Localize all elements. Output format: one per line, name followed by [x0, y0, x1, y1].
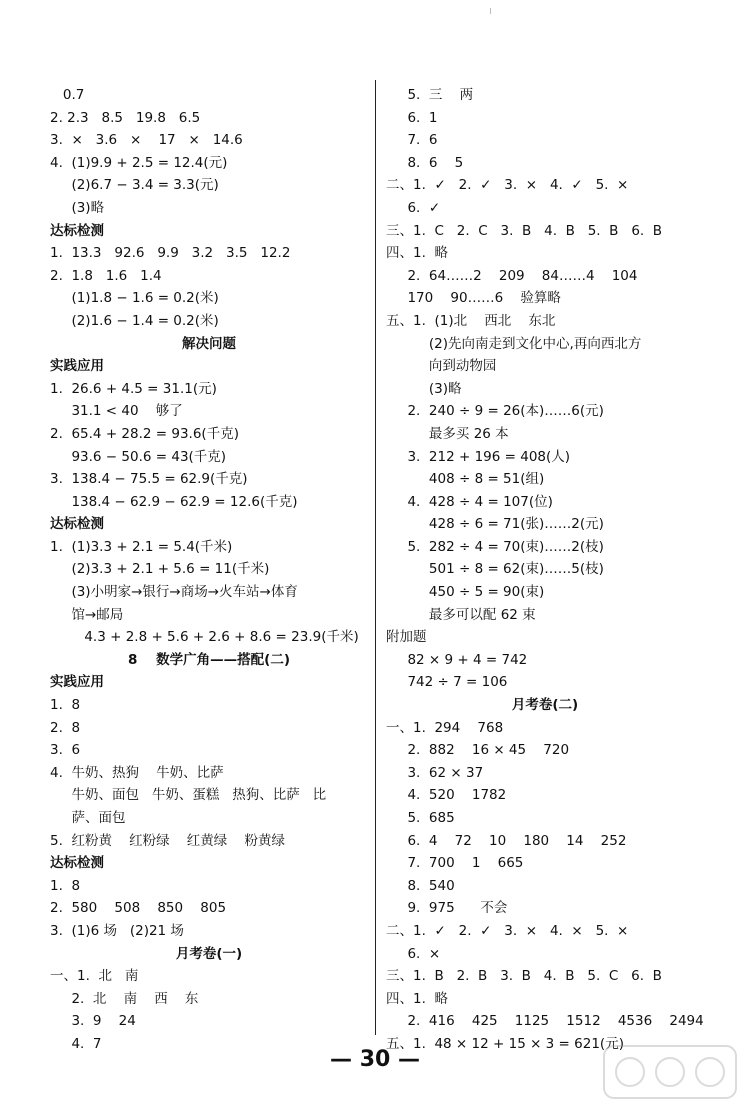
- answer-line: 牛奶、面包 牛奶、蛋糕 热狗、比萨 比: [50, 787, 327, 804]
- right-column: [386, 84, 704, 1056]
- answer-line: 三、1. B 2. B 3. B 4. B 5. C 6. B: [386, 968, 662, 985]
- answer-line: 最多买 26 本: [386, 425, 509, 442]
- answer-line: 93.6 − 50.6 = 43(千克): [50, 448, 227, 465]
- answer-line: 2. 65.4 + 28.2 = 93.6(千克): [50, 425, 239, 442]
- answer-line: 3. 212 + 196 = 408(人): [386, 448, 571, 465]
- page-number: — 30 —: [330, 1047, 420, 1072]
- answer-line: 3. 6: [50, 742, 81, 759]
- answer-line: 5. 三 两: [386, 87, 474, 103]
- answer-line: 1. 8: [50, 877, 81, 894]
- answer-line: 170 90……6 验算略: [386, 290, 561, 307]
- answer-line: (3)略: [50, 199, 105, 216]
- answer-line: 萨、面包: [50, 810, 126, 826]
- answer-line: 四、1. 略: [386, 990, 448, 1007]
- answer-line: 428 ÷ 6 = 71(张)……2(元): [386, 516, 604, 533]
- answer-line: 0.7: [50, 87, 85, 103]
- answer-line: 4.3 + 2.8 + 5.6 + 2.6 + 8.6 = 23.9(千米): [50, 629, 359, 646]
- answer-line: 1. 13.3 92.6 9.9 3.2 3.5 12.2: [50, 245, 291, 262]
- answer-line: 五、1. (1)北 西北 东北: [386, 312, 556, 329]
- section-heading: 月考卷(一): [175, 945, 243, 962]
- answer-line: 6. 1: [386, 109, 438, 126]
- answer-line: 馆→邮局: [50, 606, 124, 623]
- section-heading: 8 数学广角——搭配(二): [127, 651, 291, 668]
- answer-line: (2)1.6 − 1.4 = 0.2(米): [50, 312, 219, 329]
- answer-line: 742 ÷ 7 = 106: [386, 674, 508, 691]
- answer-line: (2)3.3 + 2.1 + 5.6 = 11(千米): [50, 561, 270, 578]
- answer-line: 82 × 9 + 4 = 742: [386, 651, 528, 668]
- answer-line: 向到动物园: [386, 358, 497, 375]
- answer-line: 4. 牛奶、热狗 牛奶、比萨: [50, 764, 224, 781]
- section-heading: 达标检测: [50, 855, 104, 872]
- section-heading: 月考卷(二): [511, 697, 579, 714]
- answer-line: 一、1. 294 768: [386, 719, 504, 736]
- answer-line: 五、1. 48 × 12 + 15 × 3 = 621(元): [386, 1035, 624, 1052]
- answer-line: (1)1.8 − 1.6 = 0.2(米): [50, 290, 219, 307]
- section-heading: 解决问题: [182, 335, 236, 352]
- answer-line: 三、1. C 2. C 3. B 4. B 5. B 6. B: [386, 222, 663, 239]
- answer-line: 408 ÷ 8 = 51(组): [386, 471, 545, 488]
- answer-line: 4. (1)9.9 + 2.5 = 12.4(元): [50, 154, 228, 171]
- answer-line: 138.4 − 62.9 − 62.9 = 12.6(千克): [50, 493, 298, 510]
- answer-line: 二、1. ✓ 2. ✓ 3. × 4. ✓ 5. ×: [386, 177, 629, 194]
- answer-line: (2)6.7 − 3.4 = 3.3(元): [50, 177, 219, 194]
- section-heading: 达标检测: [50, 516, 104, 533]
- answer-line: 5. 红粉黄 红粉绿 红黄绿 粉黄绿: [50, 832, 285, 849]
- answer-line: 2. 64……2 209 84……4 104: [386, 267, 638, 284]
- answer-line: 1. (1)3.3 + 2.1 = 5.4(千米): [50, 538, 233, 555]
- answer-line: (3)略: [386, 380, 462, 397]
- answer-line: 501 ÷ 8 = 62(束)……5(枝): [386, 561, 604, 578]
- answer-line: 2. 1.8 1.6 1.4: [50, 267, 162, 284]
- section-heading: 达标检测: [50, 222, 104, 239]
- answer-line: 3. 62 × 37: [386, 764, 484, 781]
- answer-line: 6. 4 72 10 180 14 252: [386, 832, 627, 849]
- answer-line: 3. (1)6 场 (2)21 场: [50, 922, 184, 939]
- answer-line: 3. × 3.6 × 17 × 14.6: [50, 132, 243, 149]
- section-heading: 实践应用: [50, 358, 104, 375]
- answer-line: 2. 240 ÷ 9 = 26(本)……6(元): [386, 403, 604, 420]
- answer-line: 最多可以配 62 束: [386, 606, 536, 623]
- answer-line: 6. ×: [386, 945, 441, 962]
- answer-line: 2. 416 425 1125 1512 4536 2494: [386, 1013, 704, 1030]
- left-column: [50, 84, 368, 1056]
- answer-line: 四、1. 略: [386, 245, 448, 262]
- crop-mark: [490, 8, 491, 14]
- answer-line: 6. ✓: [386, 199, 441, 216]
- answer-line: 31.1 < 40 够了: [50, 403, 183, 420]
- answer-line: 附加题: [386, 629, 427, 646]
- answer-line: 9. 975 不会: [386, 900, 508, 917]
- answer-line: (2)先向南走到文化中心,再向西北方: [386, 335, 642, 352]
- answer-line: 5. 282 ÷ 4 = 70(束)……2(枝): [386, 538, 604, 555]
- answer-line: 4. 7: [50, 1035, 102, 1052]
- column-divider: [375, 80, 376, 1035]
- answer-line: 2. 580 508 850 805: [50, 900, 227, 917]
- answer-line: 2. 北 南 西 东: [50, 990, 199, 1007]
- answer-line: 8. 6 5: [386, 154, 464, 171]
- answer-line: 4. 428 ÷ 4 = 107(位): [386, 493, 553, 510]
- answer-line: 1. 8: [50, 697, 81, 714]
- section-heading: 实践应用: [50, 674, 104, 691]
- answer-line: 4. 520 1782: [386, 787, 507, 804]
- answer-line: 7. 700 1 665: [386, 855, 524, 872]
- answer-line: 3. 9 24: [50, 1013, 136, 1030]
- answer-line: 2. 8: [50, 719, 81, 736]
- answer-line: (3)小明家→银行→商场→火车站→体育: [50, 584, 298, 601]
- answer-line: 7. 6: [386, 132, 438, 149]
- answer-line: 5. 685: [386, 810, 455, 826]
- answer-line: 3. 138.4 − 75.5 = 62.9(千克): [50, 471, 248, 488]
- answer-line: 2. 882 16 × 45 720: [386, 742, 570, 759]
- answer-line: 2. 2.3 8.5 19.8 6.5: [50, 109, 201, 126]
- answer-line: 450 ÷ 5 = 90(束): [386, 584, 545, 601]
- answer-line: 1. 26.6 + 4.5 = 31.1(元): [50, 380, 217, 397]
- answer-line: 一、1. 北 南: [50, 968, 139, 985]
- answer-line: 二、1. ✓ 2. ✓ 3. × 4. × 5. ×: [386, 922, 629, 939]
- watermark-logo: [600, 1042, 740, 1102]
- answer-line: 8. 540: [386, 877, 455, 894]
